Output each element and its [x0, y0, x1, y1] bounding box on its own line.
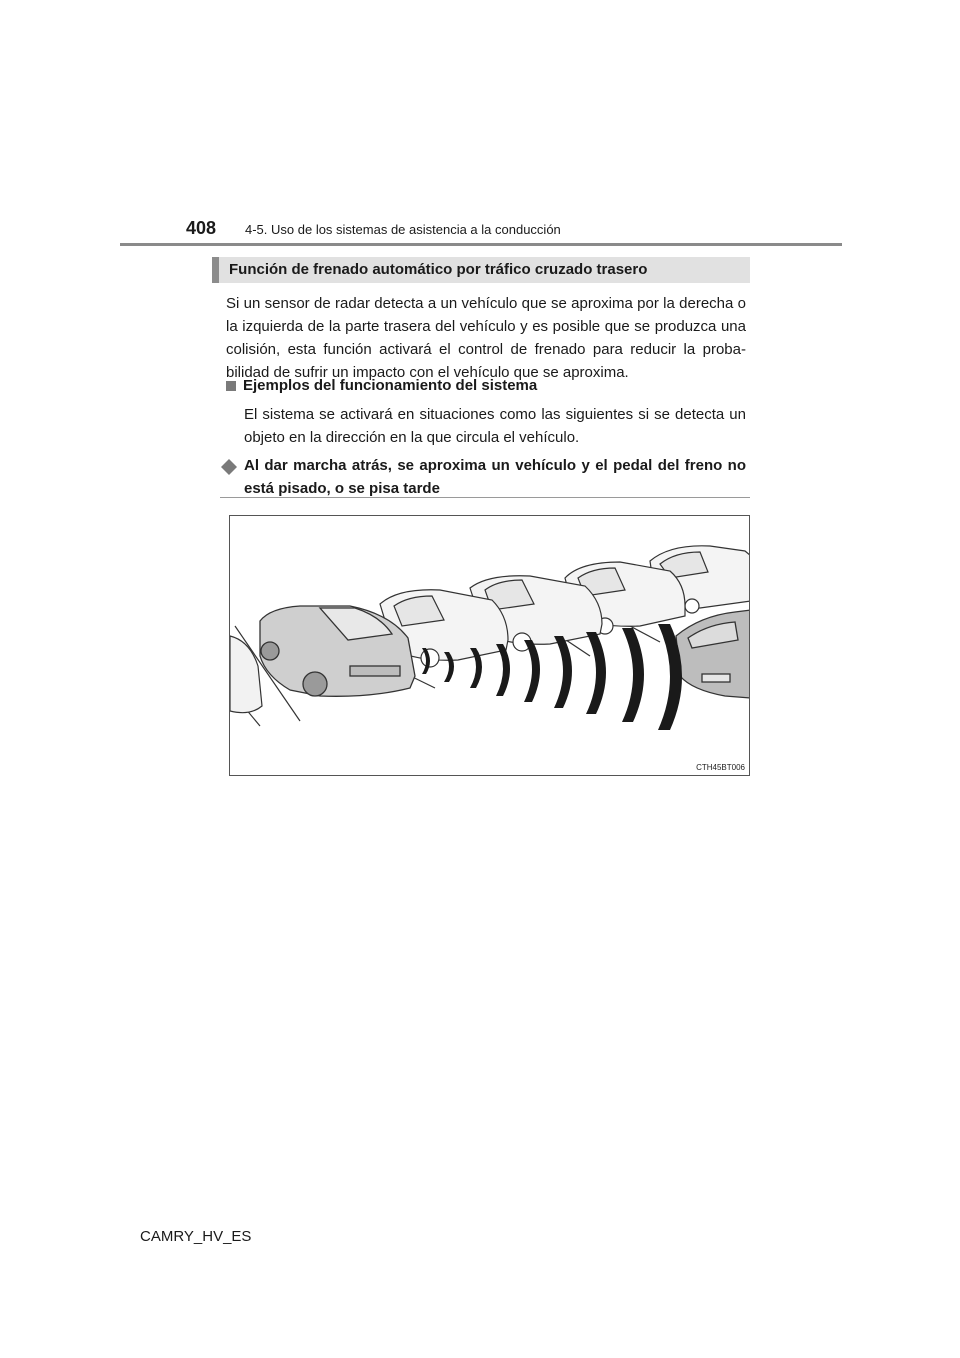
case-heading-label: Al dar marcha atrás, se aproxima un vehículo y el pedal del freno no está pisado, o se pisa tarde — [244, 457, 746, 497]
figure-code: CTH45BT006 — [696, 763, 745, 772]
case-heading — [220, 454, 746, 500]
intro-paragraph: Si un sensor de radar detecta a un vehículo que se aproxima por la derecha o la izquierda de la parte trasera del vehículo y es posible que se produzca una colisión, esta función activará el control de frenado para reducir la proba-bilidad de sufrir un impacto con el vehículo que se aproxima. — [226, 295, 746, 381]
header-rule — [120, 243, 842, 246]
page-number: 408 — [186, 218, 217, 238]
document-code: CAMRY_HV_ES — [140, 1228, 252, 1245]
examples-heading-label: Ejemplos del funcionamiento del sistema — [243, 377, 538, 394]
diamond-bullet-icon — [220, 458, 238, 476]
approaching-car — [676, 610, 750, 698]
parking-scene-drawing — [230, 516, 750, 776]
square-bullet-icon — [226, 381, 236, 391]
case-rule — [220, 497, 750, 498]
examples-heading — [226, 377, 537, 394]
section-path: 4-5. Uso de los sistemas de asistencia a la conducción — [245, 222, 561, 237]
examples-paragraph: El sistema se activará en situaciones como las siguientes si se detecta un objeto en la dirección en la que circula el vehículo. — [244, 406, 746, 446]
section-title: Función de frenado automático por tráfico cruzado trasero — [212, 257, 750, 283]
rear-cross-traffic-illustration — [229, 515, 750, 776]
partial-car-left — [230, 636, 262, 713]
